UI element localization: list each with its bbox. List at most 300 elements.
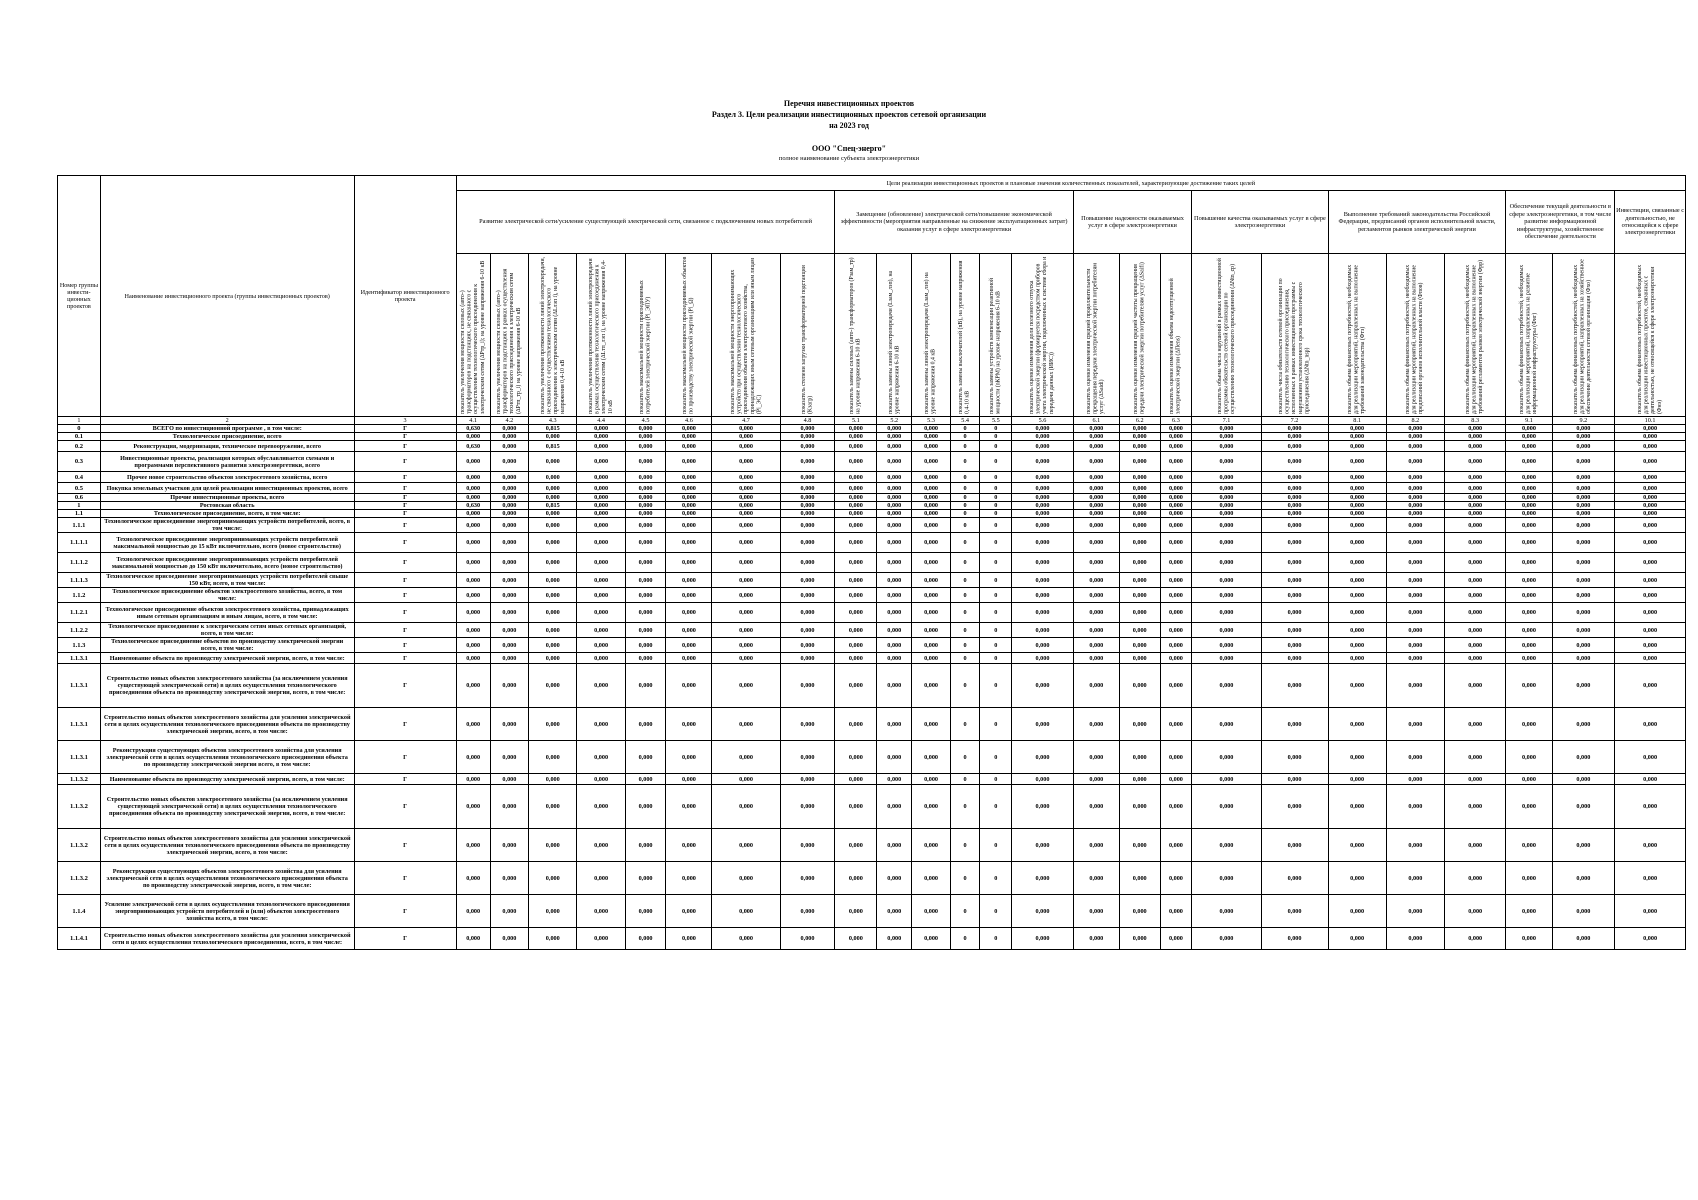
row-value: 0,000 <box>1552 510 1615 518</box>
row-value: 0,000 <box>1012 502 1074 510</box>
header-indicator-label: показатель замены устройств компенсации реактивной мощности (nКРМ) на уровне напряжения 6-10 кВ <box>989 278 1002 414</box>
table-row <box>58 774 1686 785</box>
row-value: 0,000 <box>1119 518 1160 533</box>
row-value: 0,000 <box>912 573 950 588</box>
row-value: 0,000 <box>1192 510 1261 518</box>
row-project-name: Реконструкция, модернизация, техническое перевооружение, всего <box>100 441 354 452</box>
row-value: 0,000 <box>912 623 950 638</box>
row-project-name: Технологическое присоединение объектов электросетевого хозяйства, принадлежащих иным сетевым организациям и иным лицам, всего, в том числе: <box>100 603 354 623</box>
row-value: 0,000 <box>1506 785 1552 829</box>
row-project-name: Наименование объекта по производству электрической энергии, всего, в том числе: <box>100 774 354 785</box>
row-value: 0,000 <box>625 483 666 494</box>
row-value: 0,000 <box>1073 502 1119 510</box>
row-value: 0 <box>950 472 980 483</box>
row-value: 0,000 <box>912 603 950 623</box>
row-value: 0,000 <box>1386 928 1444 950</box>
row-value: 0,000 <box>577 452 625 472</box>
row-value: 0,000 <box>1552 664 1615 708</box>
row-value: 0,000 <box>1552 774 1615 785</box>
row-value: 0,000 <box>1328 510 1386 518</box>
header-indicator <box>877 254 912 417</box>
row-value: 0,000 <box>1192 553 1261 573</box>
row-value: 0,000 <box>529 533 577 553</box>
row-project-id: Г <box>354 664 456 708</box>
column-number: 5.3 <box>912 417 950 425</box>
row-value: 0,000 <box>780 510 835 518</box>
row-value: 0,000 <box>835 510 877 518</box>
table-row <box>58 829 1686 862</box>
row-value: 0,000 <box>1552 553 1615 573</box>
row-value: 0,000 <box>1506 741 1552 774</box>
row-value: 0,000 <box>1386 425 1444 433</box>
row-value: 0,000 <box>625 638 666 653</box>
row-value: 0,000 <box>1328 623 1386 638</box>
column-number: 4.5 <box>625 417 666 425</box>
row-value: 0 <box>950 441 980 452</box>
row-value: 0,000 <box>577 533 625 553</box>
row-value: 0,000 <box>780 829 835 862</box>
row-value: 0,000 <box>1192 573 1261 588</box>
header-indicator-label: показатель увеличения мощности силовых (авто-) трансформаторов на подстанциях в рамках осуществления технологического присоединения к электрическим сетям (ΔPтп_тр_i) на уровне напряжения 6-10 кВ <box>496 268 522 414</box>
row-value: 0,000 <box>912 425 950 433</box>
row-value: 0,000 <box>490 928 528 950</box>
column-number: 4.8 <box>780 417 835 425</box>
row-value: 0,000 <box>625 494 666 502</box>
row-value: 0,000 <box>577 588 625 603</box>
row-value: 0,000 <box>835 494 877 502</box>
header-indicator-label: показатель объема финансовых потребностей, необходимых для реализации мероприятий, направленных на развитие информационной инфраструктуры (Фиг) <box>1519 264 1539 414</box>
row-value: 0,000 <box>877 741 912 774</box>
row-value: 0,000 <box>577 785 625 829</box>
header-indicator <box>835 254 877 417</box>
row-value: 0,000 <box>1444 441 1506 452</box>
row-value: 0,000 <box>1328 928 1386 950</box>
row-value: 0,000 <box>1119 472 1160 483</box>
row-value: 0,000 <box>877 533 912 553</box>
row-project-id: Г <box>354 928 456 950</box>
row-value: 0,000 <box>1073 553 1119 573</box>
row-project-name: Строительство новых объектов электросетевого хозяйства (за исключением усиления существующей электрической сети) в целях осуществления технологического присоединения объекта по производству электрической энергии, всего, в том числе: <box>100 664 354 708</box>
row-value: 0,000 <box>912 653 950 664</box>
row-value: 0,000 <box>1073 741 1119 774</box>
row-value: 0,000 <box>712 708 780 741</box>
row-value: 0,000 <box>780 774 835 785</box>
row-value: 0,000 <box>877 895 912 928</box>
column-number: 10.1 <box>1615 417 1686 425</box>
header-indicator <box>456 254 490 417</box>
row-value: 0,000 <box>625 533 666 553</box>
row-value: 0,000 <box>666 623 712 638</box>
row-value: 0,000 <box>490 441 528 452</box>
row-value: 0,000 <box>1386 895 1444 928</box>
row-value: 0,000 <box>577 553 625 573</box>
row-value: 0,000 <box>1119 653 1160 664</box>
table-row <box>58 603 1686 623</box>
row-value: 0,000 <box>577 623 625 638</box>
row-project-id: Г <box>354 623 456 638</box>
row-value: 0,000 <box>1261 452 1328 472</box>
row-value: 0,000 <box>835 433 877 441</box>
row-value: 0,000 <box>1552 425 1615 433</box>
row-value: 0,000 <box>1012 452 1074 472</box>
header-goal-group: Развитие электрической сети/усиление существующей электрической сети, связанное с подключением новых потребителей <box>456 191 835 254</box>
row-number: 1.1.4 <box>58 895 101 928</box>
row-value: 0,000 <box>1012 603 1074 623</box>
row-value: 0,000 <box>1012 553 1074 573</box>
row-value: 0,000 <box>1328 573 1386 588</box>
row-value: 0,000 <box>1073 573 1119 588</box>
header-indicator-label: показатель замены линий электропередачи (Lзам_лэп), на уровне напряжения 6-10 кВ <box>887 270 901 414</box>
row-project-id: Г <box>354 774 456 785</box>
row-value: 0,000 <box>529 603 577 623</box>
row-value: 0,000 <box>1160 573 1192 588</box>
row-value: 0,000 <box>1615 623 1686 638</box>
row-value: 0,000 <box>1506 518 1552 533</box>
row-value: 0,000 <box>529 510 577 518</box>
row-value: 0 <box>980 741 1012 774</box>
row-value: 0 <box>980 895 1012 928</box>
row-value: 0 <box>980 472 1012 483</box>
row-value: 0,000 <box>1506 433 1552 441</box>
header-indicator <box>780 254 835 417</box>
row-value: 0,000 <box>912 862 950 895</box>
row-value: 0,000 <box>1552 708 1615 741</box>
row-value: 0,000 <box>1506 862 1552 895</box>
row-project-name: Технологическое присоединение, всего, в том числе: <box>100 510 354 518</box>
row-value: 0,000 <box>529 452 577 472</box>
row-project-id: Г <box>354 653 456 664</box>
row-value: 0,000 <box>780 472 835 483</box>
row-project-name: Прочее новое строительство объектов электросетевого хозяйства, всего <box>100 472 354 483</box>
row-value: 0,000 <box>1444 433 1506 441</box>
row-value: 0,000 <box>666 433 712 441</box>
row-value: 0,000 <box>529 518 577 533</box>
row-value: 0,000 <box>1192 623 1261 638</box>
row-value: 0,000 <box>1073 829 1119 862</box>
row-value: 0,000 <box>577 928 625 950</box>
row-value: 0,000 <box>912 638 950 653</box>
row-value: 0,000 <box>1261 588 1328 603</box>
row-value: 0,000 <box>666 774 712 785</box>
row-value: 0,000 <box>577 483 625 494</box>
row-value: 0,000 <box>712 518 780 533</box>
row-value: 0,000 <box>780 862 835 895</box>
row-project-id: Г <box>354 483 456 494</box>
row-value: 0 <box>950 708 980 741</box>
row-value: 0,000 <box>780 603 835 623</box>
row-value: 0,000 <box>577 425 625 433</box>
row-value: 0,000 <box>1444 510 1506 518</box>
row-project-id: Г <box>354 553 456 573</box>
row-value: 0,000 <box>712 533 780 553</box>
row-project-name: Наименование объекта по производству электрической энергии, всего, в том числе: <box>100 653 354 664</box>
row-value: 0 <box>980 603 1012 623</box>
row-value: 0,000 <box>1192 708 1261 741</box>
row-value: 0,000 <box>1444 502 1506 510</box>
row-number: 1.1 <box>58 510 101 518</box>
header-indicator <box>712 254 780 417</box>
row-value: 0 <box>950 518 980 533</box>
column-number: 7.2 <box>1261 417 1328 425</box>
row-number: 1.1.3.1 <box>58 741 101 774</box>
row-value: 0,000 <box>912 533 950 553</box>
row-value: 0 <box>950 494 980 502</box>
row-value: 0,000 <box>912 708 950 741</box>
row-value: 0,000 <box>712 425 780 433</box>
row-value: 0,000 <box>625 829 666 862</box>
header-indicator-label: показатель максимальной мощности присоединяемых объектов по производству электрической энергии (Pi_Ω) <box>682 256 695 414</box>
header-goal-group: Выполнение требований законодательства Российской Федерации, предписаний органов исполнительной власти, регламентов рынков электрической энергии <box>1328 191 1506 254</box>
column-number: 1 <box>58 417 101 425</box>
row-value: 0,000 <box>877 573 912 588</box>
row-value: 0,000 <box>577 708 625 741</box>
row-value: 0,000 <box>1261 928 1328 950</box>
row-value: 0,000 <box>1386 829 1444 862</box>
row-value: 0,000 <box>490 502 528 510</box>
row-project-name: Покупка земельных участков для целей реализации инвестиционных проектов, всего <box>100 483 354 494</box>
row-value: 0,000 <box>1328 533 1386 553</box>
row-value: 0,000 <box>835 603 877 623</box>
row-value: 0,000 <box>1506 774 1552 785</box>
row-value: 0,000 <box>1386 518 1444 533</box>
header-indicator <box>529 254 577 417</box>
row-value: 0,000 <box>1506 638 1552 653</box>
row-value: 0,000 <box>712 623 780 638</box>
row-value: 0,000 <box>1073 452 1119 472</box>
row-value: 0,000 <box>1444 533 1506 553</box>
row-value: 0,000 <box>780 928 835 950</box>
table-row <box>58 494 1686 502</box>
row-value: 0,000 <box>1012 510 1074 518</box>
row-value: 0,000 <box>1328 483 1386 494</box>
row-value: 0,000 <box>1261 603 1328 623</box>
header-indicator-label: показатель оценки изменения средней продолжительности прекращения передачи электрической энергии потребителям услуг (ΔSaidi) <box>1086 263 1106 414</box>
row-value: 0,000 <box>1328 638 1386 653</box>
row-value: 0,000 <box>1615 895 1686 928</box>
header-indicator <box>1615 254 1686 417</box>
row-value: 0,000 <box>877 708 912 741</box>
table-row <box>58 502 1686 510</box>
row-value: 0,000 <box>1328 588 1386 603</box>
row-value: 0,000 <box>1552 603 1615 623</box>
row-value: 0,000 <box>1160 664 1192 708</box>
row-number: 0 <box>58 425 101 433</box>
row-value: 0,000 <box>712 433 780 441</box>
table-row <box>58 573 1686 588</box>
row-value: 0,000 <box>1073 664 1119 708</box>
row-value: 0,000 <box>666 533 712 553</box>
row-value: 0,000 <box>1192 774 1261 785</box>
row-value: 0,000 <box>1073 928 1119 950</box>
row-value: 0,000 <box>1192 472 1261 483</box>
row-value: 0,000 <box>835 785 877 829</box>
row-value: 0,000 <box>1552 928 1615 950</box>
row-value: 0,000 <box>529 928 577 950</box>
row-value: 0,000 <box>1615 425 1686 433</box>
row-value: 0,000 <box>1328 829 1386 862</box>
row-value: 0,000 <box>912 829 950 862</box>
row-value: 0,000 <box>666 928 712 950</box>
row-number: 0.4 <box>58 472 101 483</box>
row-value: 0,000 <box>666 588 712 603</box>
header-indicator-label: показатель замены силовых (авто-) трансформаторов (Pзам_тр) на уровне напряжения 6-10 кВ <box>849 257 862 414</box>
row-value: 0,000 <box>1192 829 1261 862</box>
header-indicator <box>666 254 712 417</box>
column-number: 8.2 <box>1386 417 1444 425</box>
row-value: 0,630 <box>456 441 490 452</box>
row-project-name: Реконструкция существующих объектов электросетевого хозяйства для усиления электрической сети в целях осуществления технологического присоединения объекта по производству электрической энергии, всего, в том числе: <box>100 862 354 895</box>
row-value: 0,000 <box>625 588 666 603</box>
row-value: 0,000 <box>490 664 528 708</box>
row-value: 0,000 <box>1328 494 1386 502</box>
header-indicator-label: показатель оценки изменения средней частоты прекращения передачи электрической энергии потребителям услуг (ΔSaifi) <box>1133 262 1146 414</box>
row-value: 0,000 <box>1386 533 1444 553</box>
row-value: 0,000 <box>666 472 712 483</box>
row-value: 0,000 <box>780 452 835 472</box>
header-indicator-label: показатель степени загрузки трансформаторной подстанции (Kзагр) <box>800 265 814 414</box>
row-value: 0,000 <box>456 518 490 533</box>
table-row <box>58 664 1686 708</box>
row-value: 0 <box>950 502 980 510</box>
row-value: 0,630 <box>456 502 490 510</box>
row-value: 0,000 <box>1444 653 1506 664</box>
row-value: 0,000 <box>1160 518 1192 533</box>
row-value: 0,000 <box>456 741 490 774</box>
row-value: 0,000 <box>712 494 780 502</box>
row-value: 0,000 <box>1119 510 1160 518</box>
row-value: 0,000 <box>1160 623 1192 638</box>
row-value: 0,000 <box>1261 741 1328 774</box>
row-value: 0,000 <box>1160 441 1192 452</box>
row-value: 0,000 <box>1444 623 1506 638</box>
row-value: 0,000 <box>1012 829 1074 862</box>
row-value: 0,815 <box>529 502 577 510</box>
row-project-name: Строительство новых объектов электросетевого хозяйства для усиления электрической сети в целях осуществления технологического присоединения объекта по производству электрической энергии, всего, в том числе: <box>100 708 354 741</box>
row-value: 0,000 <box>1615 928 1686 950</box>
row-value: 0,000 <box>625 774 666 785</box>
row-value: 0,000 <box>835 664 877 708</box>
table-row <box>58 510 1686 518</box>
row-value: 0,000 <box>1073 441 1119 452</box>
row-value: 0,000 <box>835 895 877 928</box>
row-value: 0,000 <box>490 638 528 653</box>
row-value: 0,000 <box>1506 425 1552 433</box>
row-value: 0,000 <box>712 441 780 452</box>
row-value: 0,000 <box>1386 452 1444 472</box>
column-number: 8.1 <box>1328 417 1386 425</box>
row-value: 0,000 <box>490 708 528 741</box>
row-value: 0,000 <box>1261 441 1328 452</box>
row-value: 0,000 <box>912 774 950 785</box>
row-value: 0,000 <box>1261 425 1328 433</box>
row-value: 0,000 <box>1506 708 1552 741</box>
table-row <box>58 553 1686 573</box>
row-number: 1.1.1.3 <box>58 573 101 588</box>
row-project-name: Реконструкция существующих объектов электросетевого хозяйства для усиления электрической сети в целях осуществления технологического присоединения объекта по производству электрической энергии всего, в том числе: <box>100 741 354 774</box>
row-value: 0,000 <box>835 483 877 494</box>
row-value: 0,000 <box>1615 774 1686 785</box>
row-value: 0,000 <box>529 494 577 502</box>
row-value: 0,000 <box>625 653 666 664</box>
row-value: 0,000 <box>835 472 877 483</box>
row-value: 0,000 <box>1506 664 1552 708</box>
row-value: 0,000 <box>1073 895 1119 928</box>
row-value: 0,000 <box>1261 433 1328 441</box>
row-value: 0,000 <box>912 518 950 533</box>
row-value: 0,000 <box>912 452 950 472</box>
table-row <box>58 483 1686 494</box>
row-value: 0,000 <box>577 433 625 441</box>
row-number: 1.1.3.2 <box>58 785 101 829</box>
row-value: 0,000 <box>1506 494 1552 502</box>
row-value: 0,000 <box>1119 553 1160 573</box>
row-value: 0,000 <box>912 441 950 452</box>
header-project-id: Идентификатор инвестиционного проекта <box>354 176 456 417</box>
row-project-name: Технологическое присоединение энергопринимающих устройств потребителей, всего, в том числе: <box>100 518 354 533</box>
row-project-name: Ростовская область <box>100 502 354 510</box>
row-value: 0,000 <box>1444 588 1506 603</box>
row-value: 0,000 <box>877 518 912 533</box>
row-value: 0 <box>980 708 1012 741</box>
row-value: 0,000 <box>666 741 712 774</box>
row-value: 0,000 <box>1444 603 1506 623</box>
table-row <box>58 533 1686 553</box>
row-value: 0,000 <box>835 441 877 452</box>
row-value: 0,000 <box>1073 533 1119 553</box>
row-value: 0,000 <box>490 483 528 494</box>
row-value: 0,000 <box>490 472 528 483</box>
row-value: 0,000 <box>1552 862 1615 895</box>
column-number: 6.3 <box>1160 417 1192 425</box>
row-value: 0,000 <box>1192 741 1261 774</box>
row-value: 0 <box>950 573 980 588</box>
row-value: 0 <box>950 741 980 774</box>
row-value: 0 <box>980 494 1012 502</box>
row-value: 0,000 <box>1386 664 1444 708</box>
column-number: 7.1 <box>1192 417 1261 425</box>
row-value: 0,000 <box>1012 533 1074 553</box>
row-value: 0,000 <box>1160 895 1192 928</box>
row-value: 0,000 <box>1119 433 1160 441</box>
row-value: 0,000 <box>456 895 490 928</box>
row-project-id: Г <box>354 895 456 928</box>
row-value: 0,000 <box>529 895 577 928</box>
row-value: 0 <box>980 928 1012 950</box>
row-project-id: Г <box>354 452 456 472</box>
row-value: 0,000 <box>456 433 490 441</box>
row-value: 0,000 <box>1615 483 1686 494</box>
row-value: 0,000 <box>1552 785 1615 829</box>
row-value: 0,000 <box>456 483 490 494</box>
row-value: 0,000 <box>712 653 780 664</box>
row-value: 0 <box>980 425 1012 433</box>
row-value: 0,000 <box>712 573 780 588</box>
row-value: 0,000 <box>712 510 780 518</box>
row-value: 0,000 <box>1012 741 1074 774</box>
row-value: 0,000 <box>625 502 666 510</box>
row-value: 0,000 <box>1615 533 1686 553</box>
row-value: 0,000 <box>1386 483 1444 494</box>
row-value: 0,000 <box>1119 785 1160 829</box>
row-value: 0,000 <box>1552 573 1615 588</box>
column-number: 4.3 <box>529 417 577 425</box>
row-value: 0,000 <box>712 502 780 510</box>
header-indicator-label: показатель увеличения мощности силовых (авто-) трансформаторов на подстанциях, не связанного с осуществлением технологического присоединения к электрическим сетям (ΔPтр_i); на уровне напряжения 6-10 кВ <box>459 260 486 414</box>
row-value: 0,000 <box>1192 452 1261 472</box>
row-value: 0,000 <box>529 623 577 638</box>
row-value: 0,000 <box>1615 862 1686 895</box>
row-value: 0,000 <box>529 638 577 653</box>
